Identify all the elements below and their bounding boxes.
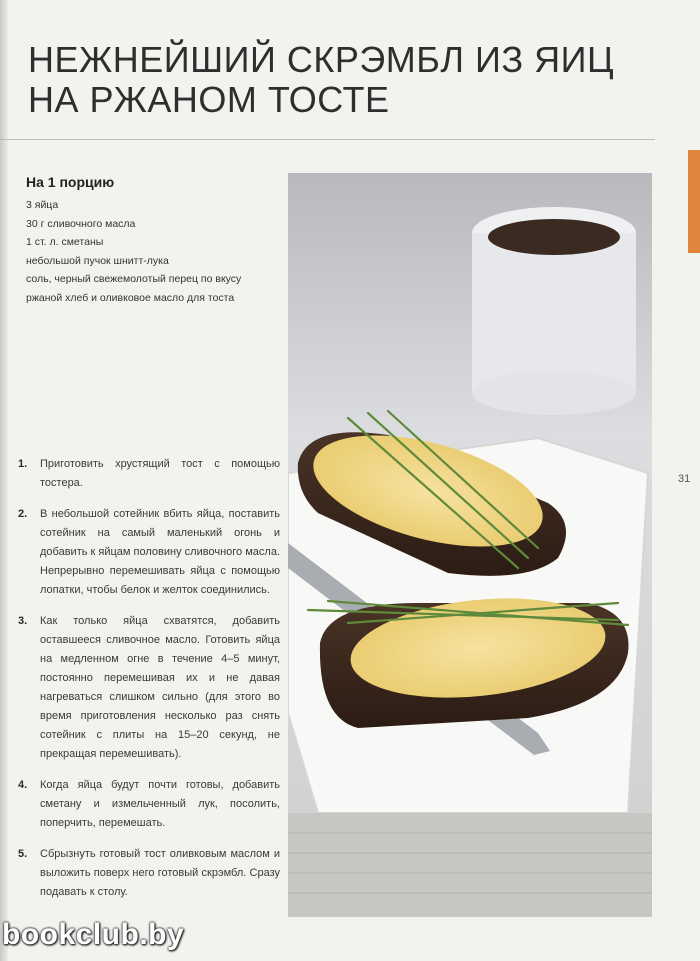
page-number: 31 [678, 473, 691, 485]
step-text: Как только яйца схватятся, добавить оставшееся сливочное масло. Готовить яйца на медленном огне в течение 4–5 минут, постоянно перемешивая их и не давая нагреваться слишком сильно (для этого во время приготовления несколько раз снять сотейник с плиты на 15–20 секунд, не прекращая перемешивать). [40, 615, 280, 760]
step-number: 4. [18, 779, 28, 791]
step-text: Сбрызнуть готовый тост оливковым маслом и выложить поверх него готовый скрэмбл. Сразу подавать к столу. [40, 848, 280, 898]
step-text: Когда яйца будут почти готовы, добавить сметану и измельченный лук, посолить, поперчить, перемешать. [40, 779, 280, 829]
recipe-title-line-2: НА РЖАНОМ ТОСТЕ [28, 79, 390, 120]
ingredient-item: ржаной хлеб и оливковое масло для тоста [26, 291, 235, 304]
step-number: 2. [18, 508, 28, 520]
step-number: 1. [18, 458, 28, 470]
method-step [18, 455, 280, 493]
step-text: В небольшой сотейник вбить яйца, поставить сотейник на самый маленький огонь и добавить к яйцам половину сливочного масла. Непрерывно перемешивать яйца с помощью лопатки, чтобы белок и желток соединились. [40, 508, 280, 596]
recipe-title [28, 40, 628, 120]
step-text: Приготовить хрустящий тост с помощью тостера. [40, 458, 280, 489]
page-spine-shadow [0, 0, 8, 961]
recipe-title-line-1: НЕЖНЕЙШИЙ СКРЭМБЛ ИЗ ЯИЦ [28, 39, 615, 80]
method-step [18, 776, 280, 833]
ingredients-heading: На 1 порцию [26, 174, 115, 190]
step-number: 3. [18, 615, 28, 627]
watermark-text: bookclub.by [2, 918, 185, 951]
ingredients-block [26, 174, 286, 307]
ingredient-item: 1 ст. л. сметаны [26, 236, 104, 248]
method-step [18, 612, 280, 764]
dish-photo-illustration [288, 173, 652, 917]
ingredient-item: 3 яйца [26, 199, 59, 211]
ingredient-item: 30 г сливочного масла [26, 217, 136, 230]
method-step [18, 845, 280, 902]
method-steps [18, 455, 280, 914]
method-step [18, 505, 280, 600]
title-divider [0, 139, 655, 140]
step-number: 5. [18, 848, 28, 860]
ingredients-list [26, 196, 286, 307]
ingredient-item: соль, черный свежемолотый перец по вкусу [26, 273, 242, 285]
chapter-tab-marker [688, 150, 700, 253]
ingredient-item: небольшой пучок шнитт-лука [26, 254, 169, 267]
dish-photo [288, 173, 652, 917]
